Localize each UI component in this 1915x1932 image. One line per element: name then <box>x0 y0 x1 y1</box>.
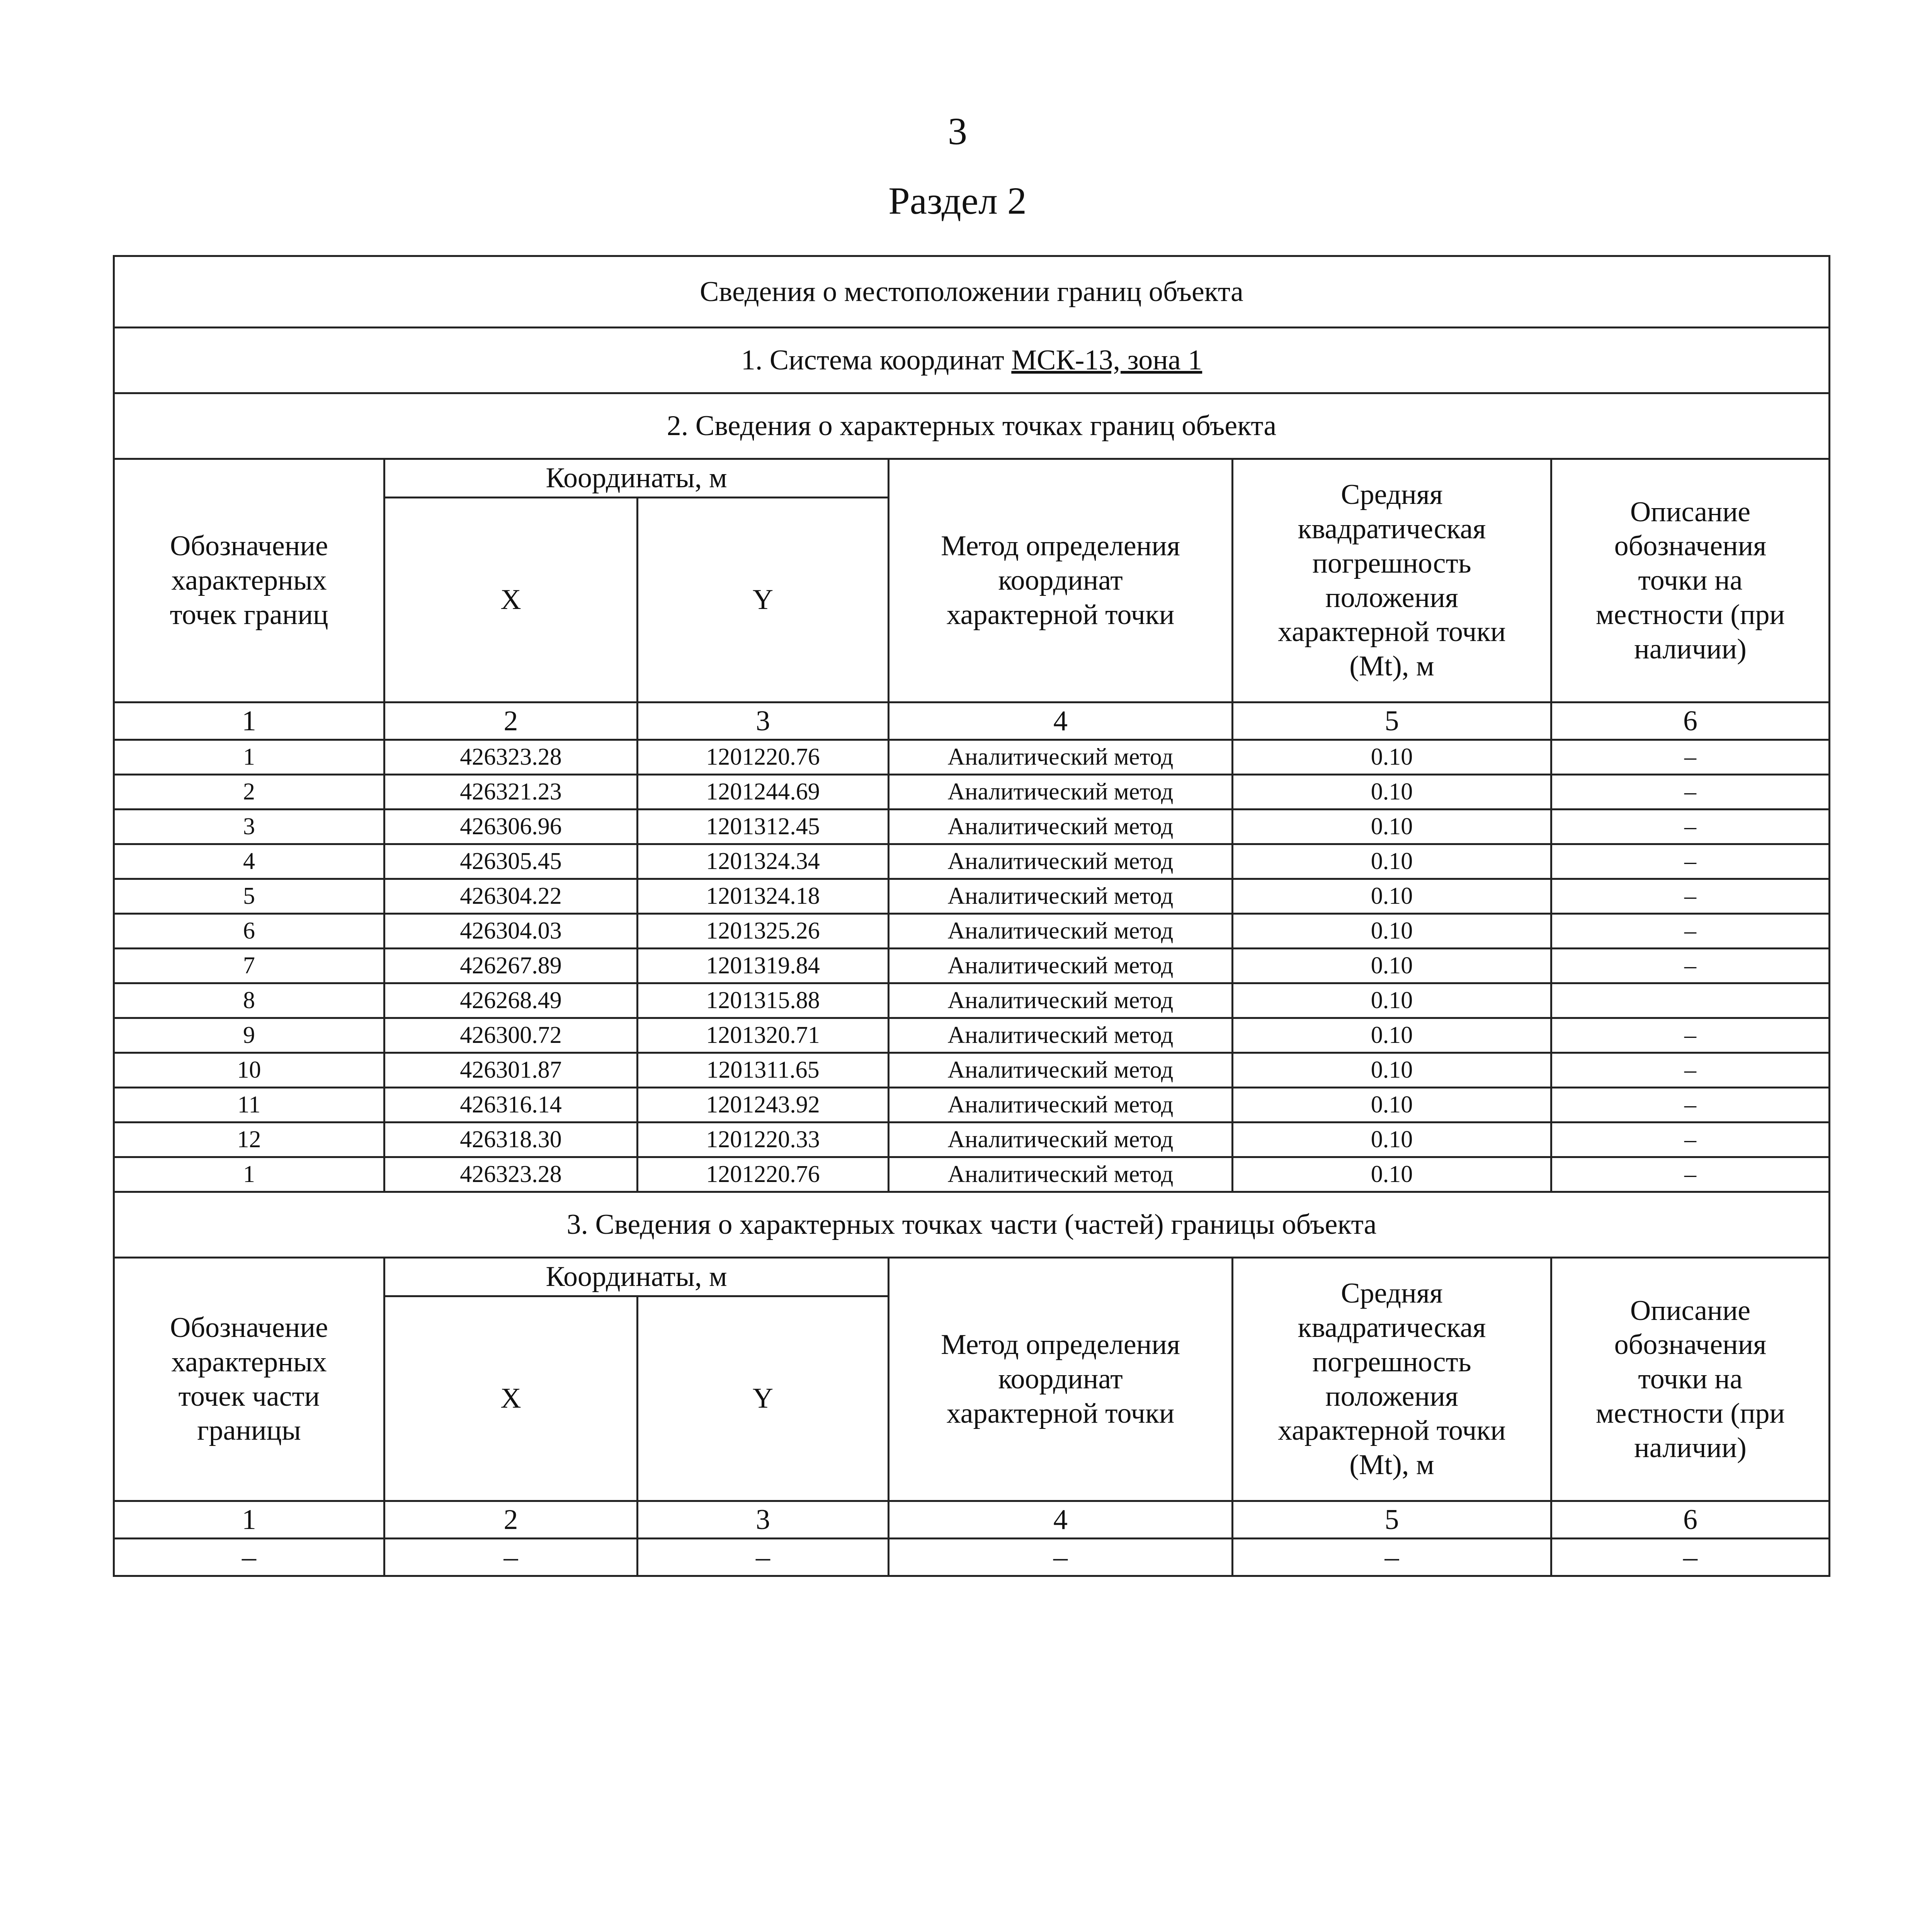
header-line: Средняя <box>1341 1277 1443 1310</box>
column-numbers-row <box>114 702 1830 740</box>
error-cell: 0.10 <box>1233 983 1551 1018</box>
error-cell: 0.10 <box>1233 1053 1551 1088</box>
header-line: обозначения <box>1614 1329 1767 1361</box>
coordinates-header: Координаты, м <box>384 459 889 498</box>
table-row <box>114 1122 1830 1157</box>
y-cell: 1201315.88 <box>638 983 889 1018</box>
header-line: характерной точки <box>1278 1415 1506 1447</box>
column-number: 6 <box>1551 1501 1830 1539</box>
description-cell: – <box>1551 914 1830 949</box>
method-header <box>889 459 1233 702</box>
header-line: Описание <box>1630 496 1751 528</box>
point-id-cell: 3 <box>114 810 384 844</box>
y-cell: 1201319.84 <box>638 949 889 983</box>
y-cell: 1201324.18 <box>638 879 889 914</box>
header-line: (Mt), м <box>1349 650 1434 682</box>
header-line: (Mt), м <box>1349 1449 1434 1481</box>
header-line: наличии) <box>1634 633 1747 665</box>
header-line: характерных <box>171 565 327 597</box>
table-row <box>114 949 1830 983</box>
part-x-header: X <box>384 1296 638 1501</box>
header-line: положения <box>1325 582 1458 614</box>
error-cell: 0.10 <box>1233 810 1551 844</box>
error-cell: 0.10 <box>1233 1157 1551 1192</box>
y-cell: 1201243.92 <box>638 1088 889 1122</box>
point-id-cell: 5 <box>114 879 384 914</box>
header-line: координат <box>998 565 1123 597</box>
table-row <box>114 740 1830 775</box>
x-cell: 426318.30 <box>384 1122 638 1157</box>
column-number: 1 <box>114 702 384 740</box>
point-id-cell: – <box>114 1539 384 1576</box>
points-body <box>114 740 1830 1192</box>
header-line: Обозначение <box>170 530 328 562</box>
point-id-cell: 10 <box>114 1053 384 1088</box>
error-cell: 0.10 <box>1233 1122 1551 1157</box>
description-cell: – <box>1551 1053 1830 1088</box>
error-cell: 0.10 <box>1233 914 1551 949</box>
x-cell: 426323.28 <box>384 740 638 775</box>
coord-system-row <box>114 328 1830 393</box>
x-cell: 426306.96 <box>384 810 638 844</box>
header-line: Метод определения <box>940 1329 1180 1361</box>
error-cell: 0.10 <box>1233 1018 1551 1053</box>
description-cell: – <box>1551 844 1830 879</box>
column-number: 1 <box>114 1501 384 1539</box>
point-id-cell: 1 <box>114 740 384 775</box>
table-row <box>114 775 1830 810</box>
header-line: обозначения <box>1614 530 1767 562</box>
part-point-designation-header <box>114 1258 384 1501</box>
part-method-header <box>889 1258 1233 1501</box>
x-cell: 426304.22 <box>384 879 638 914</box>
error-header <box>1233 459 1551 702</box>
part-y-header: Y <box>638 1296 889 1501</box>
x-cell: 426268.49 <box>384 983 638 1018</box>
method-cell: Аналитический метод <box>889 1053 1233 1088</box>
point-id-cell: 6 <box>114 914 384 949</box>
boundary-table <box>113 255 1830 1577</box>
table-row <box>114 844 1830 879</box>
method-cell: Аналитический метод <box>889 879 1233 914</box>
section3-header-row-1 <box>114 1258 1830 1296</box>
method-cell: Аналитический метод <box>889 1122 1233 1157</box>
page-number: 3 <box>948 110 967 153</box>
description-header <box>1551 459 1830 702</box>
section3-title: 3. Сведения о характерных точках части (частей) границы объекта <box>114 1192 1830 1258</box>
description-cell: – <box>1551 879 1830 914</box>
header-line: погрешность <box>1312 1346 1471 1378</box>
method-cell: Аналитический метод <box>889 1088 1233 1122</box>
error-cell: 0.10 <box>1233 1088 1551 1122</box>
header-line: точек границ <box>170 599 328 631</box>
description-cell: – <box>1551 1539 1830 1576</box>
x-cell: 426305.45 <box>384 844 638 879</box>
column-number: 5 <box>1233 1501 1551 1539</box>
part-description-header <box>1551 1258 1830 1501</box>
table-row <box>114 1088 1830 1122</box>
y-cell: 1201220.33 <box>638 1122 889 1157</box>
point-id-cell: 4 <box>114 844 384 879</box>
header-line: точки на <box>1638 1363 1743 1395</box>
point-id-cell: 1 <box>114 1157 384 1192</box>
error-cell: – <box>1233 1539 1551 1576</box>
method-cell: Аналитический метод <box>889 844 1233 879</box>
y-cell: 1201220.76 <box>638 740 889 775</box>
point-id-cell: 9 <box>114 1018 384 1053</box>
column-number: 4 <box>889 1501 1233 1539</box>
header-line: погрешность <box>1312 547 1471 579</box>
x-cell: 426323.28 <box>384 1157 638 1192</box>
point-id-cell: 7 <box>114 949 384 983</box>
y-cell: 1201311.65 <box>638 1053 889 1088</box>
header-line: наличии) <box>1634 1432 1747 1464</box>
x-cell: 426300.72 <box>384 1018 638 1053</box>
y-cell: – <box>638 1539 889 1576</box>
description-cell: – <box>1551 775 1830 810</box>
table-row <box>114 914 1830 949</box>
section2-title: 2. Сведения о характерных точках границ объекта <box>114 393 1830 459</box>
method-cell: Аналитический метод <box>889 810 1233 844</box>
part-coordinates-header: Координаты, м <box>384 1258 889 1296</box>
column-number: 4 <box>889 702 1233 740</box>
section3-title-row <box>114 1192 1830 1258</box>
y-cell: 1201324.34 <box>638 844 889 879</box>
section-title: Раздел 2 <box>888 179 1027 222</box>
header-line: квадратическая <box>1298 513 1486 545</box>
x-header: X <box>384 498 638 702</box>
description-cell <box>1551 983 1830 1018</box>
coord-system-value: МСК-13, зона 1 <box>1011 344 1202 376</box>
y-cell: 1201220.76 <box>638 1157 889 1192</box>
method-cell: Аналитический метод <box>889 1157 1233 1192</box>
error-cell: 0.10 <box>1233 879 1551 914</box>
x-cell: 426316.14 <box>384 1088 638 1122</box>
y-cell: 1201244.69 <box>638 775 889 810</box>
header-line: квадратическая <box>1298 1311 1486 1344</box>
description-cell: – <box>1551 949 1830 983</box>
part-points-body <box>114 1539 1830 1576</box>
description-cell: – <box>1551 810 1830 844</box>
x-cell: 426301.87 <box>384 1053 638 1088</box>
table-row <box>114 810 1830 844</box>
table-row <box>114 1053 1830 1088</box>
method-cell: Аналитический метод <box>889 775 1233 810</box>
table-row <box>114 1157 1830 1192</box>
y-cell: 1201312.45 <box>638 810 889 844</box>
header-line: местности (при <box>1595 1397 1785 1429</box>
point-id-cell: 12 <box>114 1122 384 1157</box>
coord-system-label: 1. Система координат <box>741 344 1012 376</box>
header-line: местности (при <box>1595 599 1785 631</box>
table-title-row <box>114 256 1830 328</box>
header-line: характерной точки <box>946 599 1175 631</box>
description-cell: – <box>1551 1018 1830 1053</box>
header-line: координат <box>998 1363 1123 1395</box>
section2-title-row <box>114 393 1830 459</box>
method-cell: – <box>889 1539 1233 1576</box>
y-header: Y <box>638 498 889 702</box>
method-cell: Аналитический метод <box>889 949 1233 983</box>
x-cell: 426321.23 <box>384 775 638 810</box>
header-line: Обозначение <box>170 1311 328 1344</box>
description-cell: – <box>1551 740 1830 775</box>
method-cell: Аналитический метод <box>889 740 1233 775</box>
part-error-header <box>1233 1258 1551 1501</box>
column-number: 6 <box>1551 702 1830 740</box>
table-row <box>114 983 1830 1018</box>
method-cell: Аналитический метод <box>889 983 1233 1018</box>
column-number: 2 <box>384 702 638 740</box>
method-cell: Аналитический метод <box>889 914 1233 949</box>
table-title: Сведения о местоположении границ объекта <box>114 256 1830 328</box>
point-id-cell: 11 <box>114 1088 384 1122</box>
y-cell: 1201320.71 <box>638 1018 889 1053</box>
header-line: точки на <box>1638 565 1743 597</box>
header-line: Метод определения <box>940 530 1180 562</box>
part-column-numbers-row <box>114 1501 1830 1539</box>
point-id-cell: 8 <box>114 983 384 1018</box>
error-cell: 0.10 <box>1233 949 1551 983</box>
method-cell: Аналитический метод <box>889 1018 1233 1053</box>
column-number: 3 <box>638 702 889 740</box>
header-line: характерных <box>171 1346 327 1378</box>
header-line: Средняя <box>1341 479 1443 511</box>
description-cell: – <box>1551 1122 1830 1157</box>
error-cell: 0.10 <box>1233 740 1551 775</box>
error-cell: 0.10 <box>1233 775 1551 810</box>
part-table-row <box>114 1539 1830 1576</box>
header-line: положения <box>1325 1380 1458 1412</box>
error-cell: 0.10 <box>1233 844 1551 879</box>
section2-header-row-1 <box>114 459 1830 498</box>
point-id-cell: 2 <box>114 775 384 810</box>
description-cell: – <box>1551 1157 1830 1192</box>
description-cell: – <box>1551 1088 1830 1122</box>
y-cell: 1201325.26 <box>638 914 889 949</box>
column-number: 2 <box>384 1501 638 1539</box>
table-row <box>114 1018 1830 1053</box>
header-line: точек части <box>178 1380 320 1412</box>
table-row <box>114 879 1830 914</box>
header-line: границы <box>197 1415 301 1447</box>
column-number: 3 <box>638 1501 889 1539</box>
coord-system-cell <box>114 328 1830 393</box>
x-cell: 426304.03 <box>384 914 638 949</box>
header-line: характерной точки <box>1278 616 1506 648</box>
point-designation-header <box>114 459 384 702</box>
header-line: характерной точки <box>946 1397 1175 1429</box>
x-cell: 426267.89 <box>384 949 638 983</box>
x-cell: – <box>384 1539 638 1576</box>
header-line: Описание <box>1630 1294 1751 1327</box>
column-number: 5 <box>1233 702 1551 740</box>
